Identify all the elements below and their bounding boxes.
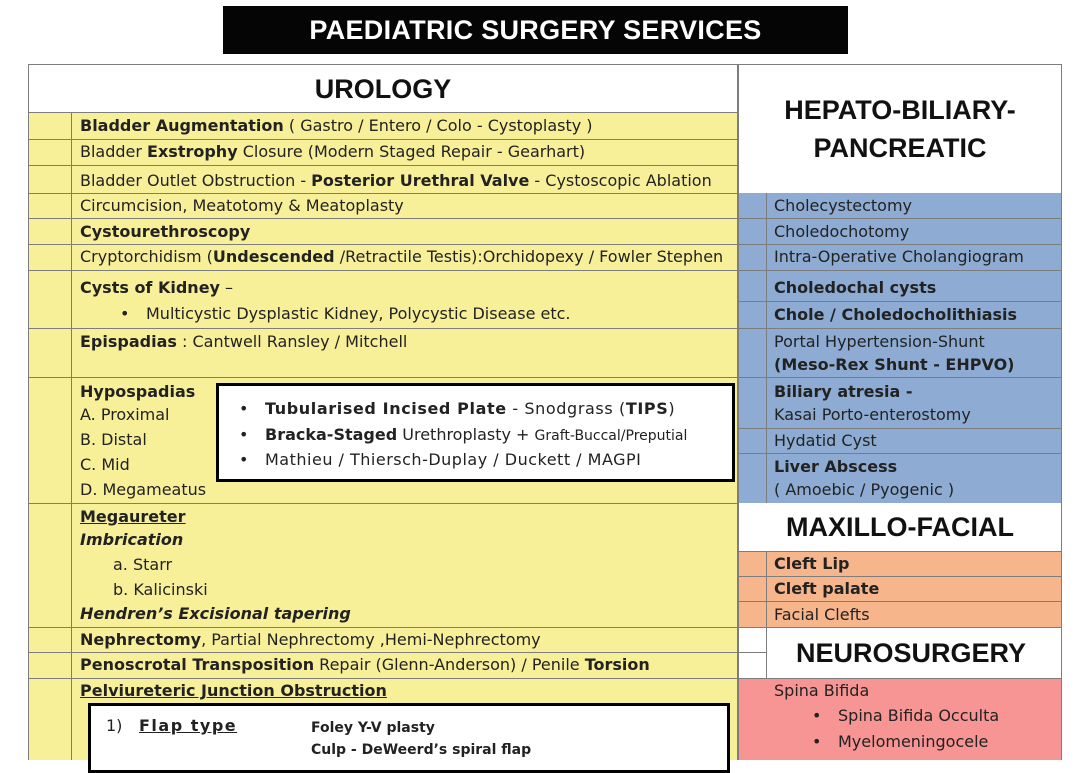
hbp-item-biliary-atresia: Biliary atresia - xyxy=(774,382,913,401)
row-cryptorchidism xyxy=(80,247,723,267)
row-bold-text: Nephrectomy xyxy=(80,630,202,649)
row-text: - Cystoscopic Ablation xyxy=(529,171,712,190)
tips-bold: Tubularised Incised Plate xyxy=(265,399,507,418)
flap-foley: Foley Y-V plasty xyxy=(311,720,435,736)
imbrication-a: a. Starr xyxy=(113,555,173,574)
megaureter-title: Megaureter xyxy=(80,507,186,526)
maxillo-item-cleft-lip: Cleft Lip xyxy=(774,554,850,573)
row-bladder-augmentation xyxy=(80,116,593,136)
hbp-item-meso-rex: (Meso-Rex Shunt - EHPVO) xyxy=(774,355,1015,374)
bracka-item xyxy=(265,425,687,446)
maxillo-item-facial-clefts: Facial Clefts xyxy=(774,605,870,624)
hbp-item-kasai: Kasai Porto-enterostomy xyxy=(774,405,971,424)
neuro-heading: NEUROSURGERY xyxy=(795,638,1027,668)
row-epispadias xyxy=(80,332,407,352)
tips-bold-abbrev: TIPS xyxy=(625,399,669,418)
row-text: – xyxy=(219,278,234,297)
row-bladder-outlet xyxy=(80,171,712,191)
bracka-graft-text: Graft-Buccal/Preputial xyxy=(534,428,688,444)
hypospadias-c: C. Mid xyxy=(80,455,130,474)
row-bold-text: Undescended xyxy=(212,247,335,266)
row-bold-text: Posterior Urethral Valve xyxy=(311,171,530,190)
row-puj-obstruction: Pelviureteric Junction Obstruction xyxy=(80,681,387,700)
hypospadias-b: B. Distal xyxy=(80,430,147,449)
hypospadias-title: Hypospadias xyxy=(80,382,196,401)
hbp-item-amoebic: ( Amoebic / Pyogenic ) xyxy=(774,480,955,499)
neuro-heading-cell xyxy=(738,627,1062,678)
row-text: Cryptorchidism ( xyxy=(80,247,213,266)
page-title-banner: PAEDIATRIC SURGERY SERVICES xyxy=(223,6,848,54)
urology-heading: UROLOGY xyxy=(314,74,452,104)
bracka-text: Urethroplasty + xyxy=(397,425,535,444)
tips-text-end: ) xyxy=(668,399,676,418)
flap-title: Flap type xyxy=(139,716,238,735)
row-text: Bladder xyxy=(80,142,148,161)
hypospadias-d: D. Megameatus xyxy=(80,480,207,499)
hbp-item-ioc: Intra-Operative Cholangiogram xyxy=(774,247,1024,266)
hbp-heading-line-1: HEPATO-BILIARY- xyxy=(784,95,1016,125)
row-text: ( Gastro / Entero / Colo - Cystoplasty ) xyxy=(283,116,593,135)
tips-item xyxy=(265,399,675,419)
flap-type-box xyxy=(88,703,730,773)
row-cysts-bullet: • Multicystic Dysplastic Kidney, Polycystic Disease etc. xyxy=(146,304,571,324)
imbrication-b: b. Kalicinski xyxy=(113,580,208,599)
tips-text: - Snodgrass ( xyxy=(506,399,626,418)
hypospadias-a: A. Proximal xyxy=(80,405,170,424)
row-text: Bladder Outlet Obstruction - xyxy=(80,171,312,190)
row-bladder-exstrophy xyxy=(80,142,585,162)
maxillo-item-cleft-palate: Cleft palate xyxy=(774,579,880,598)
flap-culp: Culp - DeWeerd’s spiral flap xyxy=(311,742,532,758)
row-cystourethroscopy: Cystourethroscopy xyxy=(80,222,251,241)
hbp-item-cholecystectomy: Cholecystectomy xyxy=(774,196,913,215)
hendren-item: Hendren’s Excisional tapering xyxy=(80,604,351,623)
hbp-item-liver-abscess: Liver Abscess xyxy=(774,457,898,476)
maxillo-heading-cell xyxy=(738,503,1062,551)
row-bold-text: Exstrophy xyxy=(147,142,238,161)
row-text: : Cantwell Ransley / Mitchell xyxy=(176,332,408,351)
row-bold-text: Penoscrotal Transposition xyxy=(80,655,315,674)
row-bold-text: Epispadias xyxy=(80,332,177,351)
row-bold-text-end: Torsion xyxy=(584,655,650,674)
row-penoscrotal xyxy=(80,655,650,675)
hbp-heading-line-2: PANCREATIC xyxy=(813,133,987,163)
hbp-item-portal-hypertension: Portal Hypertension-Shunt xyxy=(774,332,985,351)
neuro-item-spina-bifida: Spina Bifida xyxy=(774,681,870,700)
hbp-item-choledochotomy: Choledochotomy xyxy=(774,222,910,241)
row-circumcision: Circumcision, Meatotomy & Meatoplasty xyxy=(80,196,404,215)
hbp-item-hydatid: Hydatid Cyst xyxy=(774,431,877,450)
urology-heading-cell xyxy=(28,64,738,112)
mathieu-item: • Mathieu / Thiersch-Duplay / Duckett / MAGPI xyxy=(265,450,641,470)
row-nephrectomy xyxy=(80,630,541,650)
hypospadias-techniques-box xyxy=(216,383,735,482)
row-text: , Partial Nephrectomy ,Hemi-Nephrectomy xyxy=(201,630,541,649)
row-text: Repair (Glenn-Anderson) / Penile xyxy=(314,655,585,674)
hbp-item-choledocholithiasis: Chole / Choledocholithiasis xyxy=(774,305,1018,324)
row-bold-text: Cysts of Kidney xyxy=(80,278,220,297)
row-text: /Retractile Testis):Orchidopexy / Fowler Stephen xyxy=(334,247,724,266)
hbp-heading-cell xyxy=(738,64,1062,194)
bracka-bold: Bracka-Staged xyxy=(265,425,398,444)
hbp-item-choledochal-cysts: Choledochal cysts xyxy=(774,278,937,297)
maxillo-heading: MAXILLO-FACIAL xyxy=(786,512,1014,542)
flap-number: 1) xyxy=(106,716,123,735)
row-cysts-of-kidney xyxy=(80,278,233,298)
imbrication-title: Imbrication xyxy=(80,530,184,549)
row-text: Closure (Modern Staged Repair - Gearhart) xyxy=(237,142,586,161)
row-bold-text: Bladder Augmentation xyxy=(80,116,284,135)
neuro-bullet-occulta: • Spina Bifida Occulta xyxy=(838,706,999,726)
neuro-bullet-myelomeningocele: • Myelomeningocele xyxy=(838,732,988,752)
